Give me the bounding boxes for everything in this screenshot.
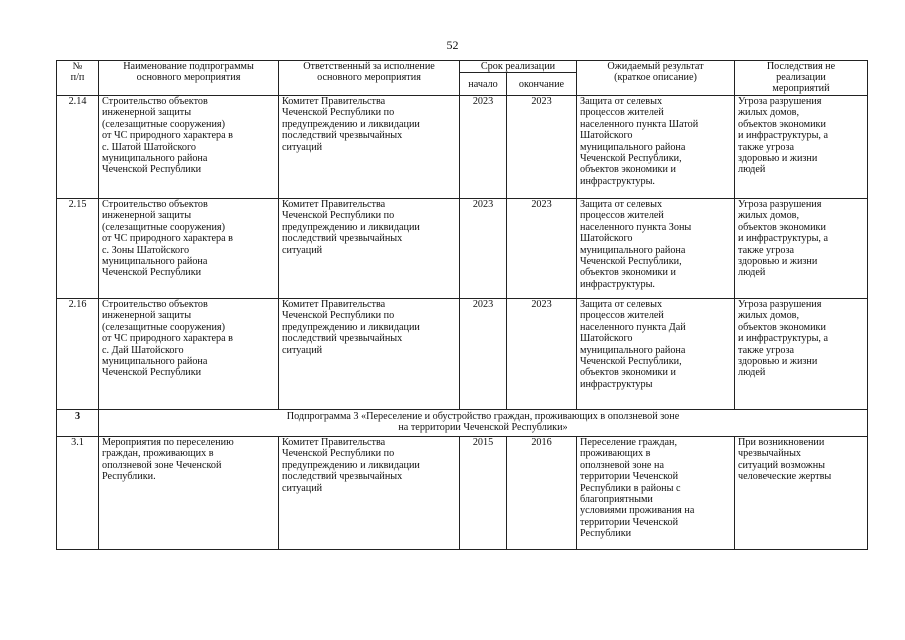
row-end-year: 2023 xyxy=(507,299,577,410)
row-number: 2.14 xyxy=(57,96,99,199)
header-start: начало xyxy=(460,73,507,96)
row-result: Защита от селевых процессов жителей населенного пункта Зоны Шатойского муниципального района Чеченской Республики, объектов экономики и инфраструктуры. xyxy=(577,199,735,299)
row-consequences: Угроза разрушения жилых домов, объектов экономики и инфраструктуры, а также угроза здоровью и жизни людей xyxy=(735,199,868,299)
header-result: Ожидаемый результат (краткое описание) xyxy=(577,61,735,96)
program-table xyxy=(56,60,868,550)
header-consequences: Последствия не реализации мероприятий xyxy=(735,61,868,96)
row-consequences: Угроза разрушения жилых домов, объектов экономики и инфраструктуры, а также угроза здоровью и жизни людей xyxy=(735,299,868,410)
row-end-year: 2016 xyxy=(507,437,577,550)
row-start-year: 2023 xyxy=(460,199,507,299)
header-name: Наименование подпрограммы основного мероприятия xyxy=(99,61,279,96)
table-row xyxy=(57,199,868,299)
row-consequences: При возникновении чрезвычайных ситуаций возможны человеческие жертвы xyxy=(735,437,868,550)
table-row xyxy=(57,96,868,199)
row-name: Строительство объектов инженерной защиты (селезащитные сооружения) от ЧС природного характера в с. Зоны Шатойского муниципального района Чеченской Республики xyxy=(99,199,279,299)
row-number: 2.15 xyxy=(57,199,99,299)
row-number: 2.16 xyxy=(57,299,99,410)
header-period: Срок реализации xyxy=(460,61,577,73)
header-number: № п/п xyxy=(57,61,99,96)
row-start-year: 2015 xyxy=(460,437,507,550)
row-name: Строительство объектов инженерной защиты (селезащитные сооружения) от ЧС природного характера в с. Шатой Шатойского муниципального района Чеченской Республики xyxy=(99,96,279,199)
row-name: Строительство объектов инженерной защиты (селезащитные сооружения) от ЧС природного характера в с. Дай Шатойского муниципального района Чеченской Республики xyxy=(99,299,279,410)
subprogram-number: 3 xyxy=(57,410,99,437)
table-header xyxy=(57,61,868,96)
row-responsible: Комитет Правительства Чеченской Республики по предупреждению и ликвидации последствий чрезвычайных ситуаций xyxy=(279,96,460,199)
row-start-year: 2023 xyxy=(460,299,507,410)
row-result: Переселение граждан, проживающих в оползневой зоне на территории Чеченской Республики в районы с благоприятными условиями проживания на территории Чеченской Республики xyxy=(577,437,735,550)
header-end: окончание xyxy=(507,73,577,96)
row-end-year: 2023 xyxy=(507,199,577,299)
table-row xyxy=(57,299,868,410)
page-number: 52 xyxy=(446,38,459,52)
subprogram-title: Подпрограмма 3 «Переселение и обустройство граждан, проживающих в оползневой зоне на территории Чеченской Республики» xyxy=(99,410,868,437)
row-start-year: 2023 xyxy=(460,96,507,199)
row-end-year: 2023 xyxy=(507,96,577,199)
row-name: Мероприятия по переселению граждан, проживающих в оползневой зоне Чеченской Республики. xyxy=(99,437,279,550)
row-responsible: Комитет Правительства Чеченской Республики по предупреждению и ликвидации последствий чрезвычайных ситуаций xyxy=(279,199,460,299)
row-result: Защита от селевых процессов жителей населенного пункта Шатой Шатойского муниципального района Чеченской Республики, объектов экономики и инфраструктуры. xyxy=(577,96,735,199)
row-responsible: Комитет Правительства Чеченской Республики по предупреждению и ликвидации последствий чрезвычайных ситуаций xyxy=(279,437,460,550)
row-number: 3.1 xyxy=(57,437,99,550)
header-responsible: Ответственный за исполнение основного мероприятия xyxy=(279,61,460,96)
row-responsible: Комитет Правительства Чеченской Республики по предупреждению и ликвидации последствий чрезвычайных ситуаций xyxy=(279,299,460,410)
row-result: Защита от селевых процессов жителей населенного пункта Дай Шатойского муниципального района Чеченской Республики, объектов экономики и инфраструктуры xyxy=(577,299,735,410)
subprogram-row xyxy=(57,410,868,437)
table-row xyxy=(57,437,868,550)
row-consequences: Угроза разрушения жилых домов, объектов экономики и инфраструктуры, а также угроза здоровью и жизни людей xyxy=(735,96,868,199)
